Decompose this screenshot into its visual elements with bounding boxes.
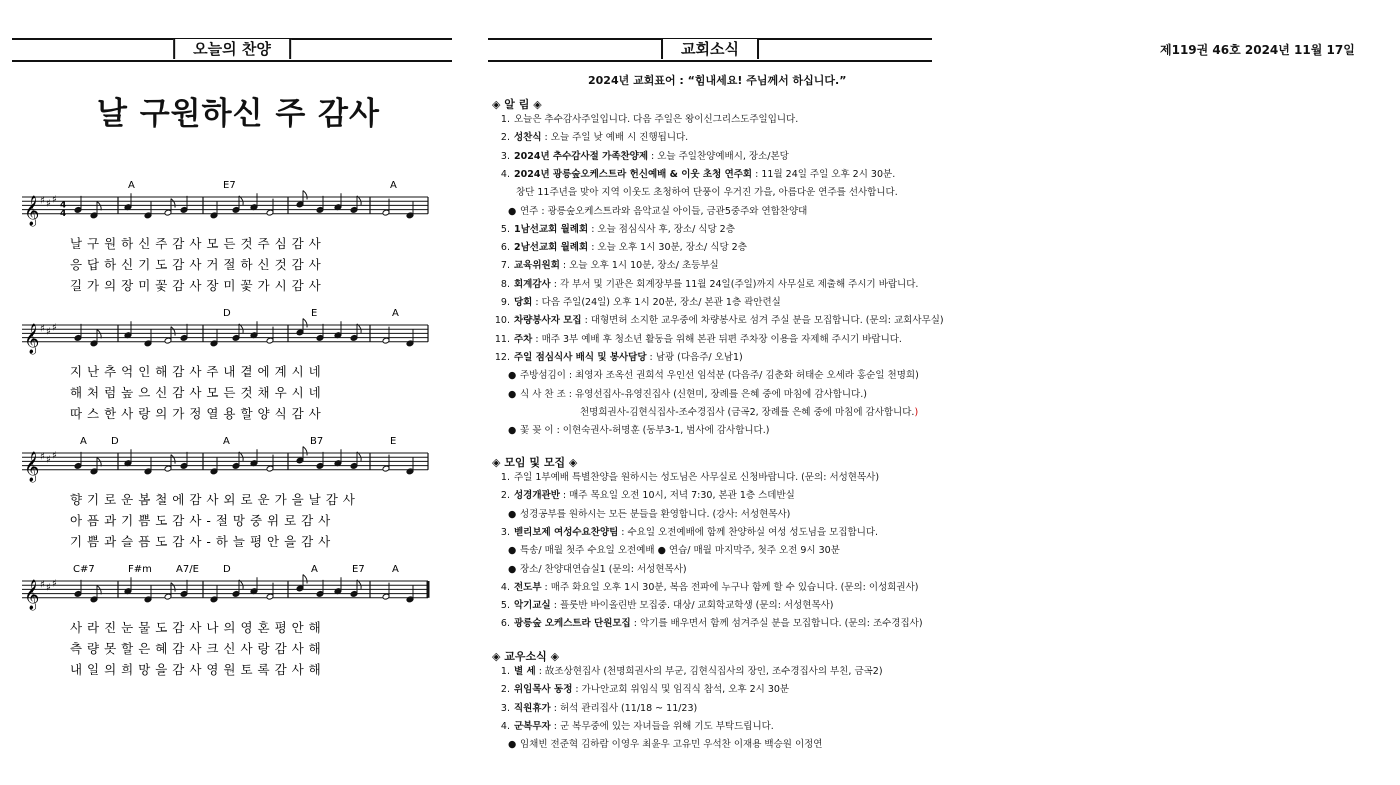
- sharp-sign: ♯: [46, 198, 51, 210]
- announcements-item: [494, 132, 688, 144]
- item-text: : 군 복무중에 있는 자녀들을 위해 기도 부탁드립니다.: [550, 720, 774, 732]
- sharp-sign: ♯: [40, 579, 45, 591]
- item-number: 3.: [500, 526, 510, 538]
- chord-symbol: E7: [352, 564, 365, 575]
- item-number: 6.: [500, 242, 510, 254]
- news-section-title: 교회소식: [661, 39, 759, 59]
- item-text: : 각 부서 및 기관은 회계장부를 11월 24일(주일)까지 사무실로 제출해 주시기 바랍니다.: [550, 278, 919, 290]
- item-text: 장소/ 찬양대연습실1 (문의: 서성현목사): [520, 563, 687, 575]
- item-text: : 오늘 주일 낮 예배 시 진행됩니다.: [541, 132, 689, 144]
- item-label: 벧리보제 여성수요찬양팀: [514, 526, 619, 538]
- meetings-item: [494, 527, 878, 539]
- announcements-title: ◈ 알 림 ◈: [492, 98, 542, 111]
- announcements-item: [494, 315, 944, 327]
- item-number: 10.: [494, 315, 510, 327]
- item-number: 2.: [500, 684, 510, 696]
- item-number: ●: [508, 388, 517, 400]
- song-title: 날 구원하신 주 감사: [97, 96, 380, 132]
- treble-clef: 𝄞: [24, 323, 40, 354]
- sheet-music: [18, 175, 438, 695]
- item-number: 3.: [500, 150, 510, 162]
- announcements-item: [512, 187, 898, 199]
- sharp-sign: ♯: [40, 451, 45, 463]
- lyric-line: 길 가 의 장 미 꽃 감 사 장 미 꽃 가 시 감 사: [70, 277, 322, 293]
- item-number: ●: [508, 205, 517, 217]
- item-label: 별 세: [514, 666, 536, 677]
- sharp-sign: ♯: [52, 450, 57, 462]
- item-text: 성경공부를 원하시는 모든 분들을 환영합니다. (강사: 서성현목사): [520, 508, 791, 520]
- item-text: : 수요일 오전예배에 함께 찬양하실 여성 성도님을 모집합니다.: [618, 526, 879, 538]
- announcements-item: [494, 352, 743, 364]
- announcements-item: [494, 260, 719, 272]
- item-text: : 가나안교회 위임식 및 임직식 참석, 오후 2시 30분: [572, 684, 790, 696]
- announcements-item: [494, 151, 789, 163]
- chord-symbol: D: [111, 436, 119, 447]
- item-number: 2.: [500, 490, 510, 502]
- lyric-line: 지 난 추 억 인 해 감 사 주 내 곁 에 계 시 네: [70, 363, 322, 379]
- item-text: 식 사 찬 조 : 유영선집사-유영진집사 (신현미, 장례를 은혜 중에 마침에 감사합니다.): [520, 388, 867, 400]
- item-number: 7.: [500, 260, 510, 272]
- church-motto: 2024년 교회표어 : “힘내세요! 주님께서 하십니다.”: [588, 74, 847, 87]
- item-label: 2024년 광릉숲오케스트라 헌신예배 & 이웃 초청 연주회: [514, 168, 753, 180]
- note-flag: [303, 446, 307, 455]
- item-label: 성찬식: [514, 132, 542, 144]
- item-number: 3.: [500, 702, 510, 714]
- sharp-sign: ♯: [52, 322, 57, 334]
- item-number: 5.: [500, 600, 510, 612]
- item-label: 직원휴가: [514, 702, 551, 714]
- meetings-item: [508, 564, 687, 576]
- meetings-title: ◈ 모임 및 모집 ◈: [492, 456, 578, 469]
- announcements-item: [494, 224, 735, 236]
- item-text: 연주 : 광릉숲오케스트라와 음악교실 아이들, 금관5중주와 연합찬양대: [520, 205, 808, 217]
- item-label: 전도부: [514, 581, 542, 593]
- chord-symbol: A: [128, 180, 135, 191]
- item-label: 위임목사 동정: [514, 684, 573, 696]
- chord-symbol: E: [390, 436, 397, 447]
- announcements-item: [494, 334, 902, 346]
- item-number: ●: [508, 739, 517, 751]
- issue-date: 제119권 46호 2024년 11월 17일: [1160, 43, 1355, 57]
- announcements-item: [576, 407, 918, 419]
- members-item: [508, 739, 823, 751]
- lyric-line: 아 픔 과 기 쁨 도 감 사 - 절 망 중 위 로 감 사: [70, 512, 331, 528]
- item-text: : 매주 3부 예배 후 청소년 활동을 위해 본관 뒤편 주차장 이용을 자제해 주시기 바랍니다.: [532, 333, 902, 345]
- item-text: 임채빈 전준혁 김하람 이영우 최윤우 고유민 우석찬 이재용 백승원 이정연: [520, 739, 823, 751]
- item-number: 2.: [500, 132, 510, 144]
- item-text: 창단 11주년을 맞아 지역 이웃도 초청하여 단풍이 우거진 가을, 아름다운 연주를 선사합니다.: [516, 187, 898, 199]
- hymn-section-title: 오늘의 찬양: [173, 39, 291, 59]
- item-text: : 오늘 오후 1시 30분, 장소/ 식당 2층: [588, 242, 747, 254]
- item-number: 11.: [494, 333, 510, 345]
- lyric-line: 내 일 의 희 망 을 감 사 영 원 토 록 감 사 해: [70, 661, 322, 677]
- chord-symbol: A: [311, 564, 318, 575]
- chord-symbol: A: [390, 180, 397, 191]
- news-section-header: [488, 38, 932, 62]
- lyric-line: 따 스 한 사 랑 의 가 정 열 용 할 양 식 감 사: [70, 405, 322, 421]
- lyric-line: 향 기 로 운 봄 철 에 감 사 외 로 운 가 을 날 감 사: [70, 491, 356, 507]
- item-text: : 매주 화요일 오후 1시 30분, 복음 전파에 누구나 함께 할 수 있습니다. (문의: 이성희권사): [541, 581, 919, 593]
- sharp-sign: ♯: [52, 194, 57, 206]
- item-number: ●: [508, 508, 517, 520]
- item-label: 당회: [514, 297, 533, 308]
- item-number: ●: [508, 370, 517, 382]
- item-number: 12.: [494, 351, 510, 363]
- item-number: 1.: [500, 666, 510, 677]
- announcements-item: [494, 114, 798, 126]
- item-label: 2024년 추수감사절 가족찬양제: [514, 150, 649, 162]
- item-text: 주방섬김이 : 최영자 조옥선 권희석 우인선 임석분 (다음주/ 김춘화 허태순 오세라 홍순일 천명희): [520, 370, 919, 382]
- item-text: : 오늘 주일찬양예배시, 장소/본당: [648, 150, 789, 162]
- chord-symbol: C#7: [73, 564, 95, 575]
- meetings-item: [494, 600, 834, 612]
- members-item: [494, 721, 774, 733]
- item-text: : 故조상현집사 (천명희권사의 부군, 김현식집사의 장인, 조수경집사의 부친, 금곡2): [535, 666, 883, 677]
- sharp-sign: ♯: [40, 323, 45, 335]
- meetings-item: [494, 490, 795, 502]
- announcements-item: [494, 169, 895, 181]
- note-flag: [303, 190, 307, 199]
- sharp-sign: ♯: [46, 454, 51, 466]
- chord-symbol: B7: [310, 436, 324, 447]
- treble-clef: 𝄞: [24, 451, 40, 482]
- item-number: 1.: [500, 114, 510, 125]
- chord-symbol: A: [223, 436, 230, 447]
- chord-symbol: A: [392, 564, 399, 575]
- item-number: 8.: [500, 278, 510, 290]
- meetings-item: [494, 582, 918, 594]
- item-text: : 오늘 오후 1시 10분, 장소/ 초등부실: [559, 260, 719, 272]
- members-item: [494, 666, 883, 678]
- chord-symbol: A7/E: [176, 564, 199, 575]
- hymn-section-header: [12, 38, 452, 62]
- item-number: 1.: [500, 472, 510, 483]
- lyric-line: 측 량 못 할 은 혜 감 사 크 신 사 랑 감 사 해: [70, 640, 322, 656]
- item-number: 9.: [500, 297, 510, 308]
- chord-symbol: E7: [223, 180, 236, 191]
- item-number: ●: [508, 425, 517, 437]
- item-text: 오늘은 추수감사주일입니다. 다음 주일은 왕이신그리스도주일입니다.: [514, 114, 799, 125]
- item-label: 주일 점심식사 배식 및 봉사담당: [514, 351, 647, 363]
- chord-symbol: D: [223, 564, 231, 575]
- announcements-item: [508, 425, 769, 437]
- sharp-sign: ♯: [46, 582, 51, 594]
- item-text: : 오늘 점심식사 후, 장소/ 식당 2층: [588, 223, 735, 235]
- announcements-item: [508, 389, 867, 401]
- meetings-item: [494, 618, 923, 630]
- announcements-item: [508, 370, 919, 382]
- item-text: : 플룻반 바이올린반 모집중. 대상/ 교회학교학생 (문의: 서성현목사): [550, 600, 834, 612]
- item-text: : 다음 주일(24일) 오후 1시 20분, 장소/ 본관 1층 곽안련실: [532, 297, 781, 308]
- note-flag: [171, 455, 175, 464]
- item-text: 주일 1부예배 특별찬양을 원하시는 성도님은 사무실로 신청바랍니다. (문의: 서성현목사): [514, 472, 880, 483]
- item-label: 회계감사: [514, 278, 551, 290]
- item-number: 5.: [500, 223, 510, 235]
- item-label: 군복무자: [514, 720, 551, 732]
- item-label: 2남선교회 월례회: [514, 242, 589, 254]
- time-signature: 4: [60, 208, 67, 219]
- chord-symbol: A: [392, 308, 399, 319]
- chord-symbol: E: [311, 308, 318, 319]
- item-label: 주차: [514, 333, 533, 345]
- item-text: : 남광 (다음주/ 오남1): [646, 351, 743, 363]
- meetings-item: [494, 472, 879, 484]
- note-flag: [171, 583, 175, 592]
- item-number: 6.: [500, 618, 510, 630]
- note-flag: [171, 327, 175, 336]
- chord-symbol: F#m: [128, 564, 152, 575]
- item-text: : 11월 24일 주일 오후 2시 30분.: [752, 168, 896, 180]
- item-text: 특송/ 매월 첫주 수요일 오전예배 ● 연습/ 매월 마지막주, 첫주 오전 9시 30분: [520, 545, 840, 557]
- note-flag: [171, 199, 175, 208]
- lyric-line: 해 처 럼 높 으 신 감 사 모 든 것 채 우 시 네: [70, 384, 322, 400]
- lyric-line: 응 답 하 신 기 도 감 사 거 절 하 신 것 감 사: [70, 256, 322, 272]
- chord-symbol: A: [80, 436, 87, 447]
- item-text: 꽃 꽂 이 : 이현숙권사-허명훈 (동부3-1, 범사에 감사합니다.): [520, 425, 770, 437]
- item-label: 차량봉사자 모집: [514, 315, 582, 327]
- lyric-line: 날 구 원 하 신 주 감 사 모 든 것 주 심 감 사: [70, 235, 322, 251]
- lyric-line: 사 라 진 눈 물 도 감 사 나 의 영 혼 평 안 해: [70, 619, 322, 635]
- sharp-sign: ♯: [40, 195, 45, 207]
- meetings-item: [508, 509, 790, 521]
- lyric-line: 기 쁨 과 슬 픔 도 감 사 - 하 늘 평 안 을 감 사: [70, 533, 331, 549]
- item-number: ●: [508, 545, 517, 557]
- chord-symbol: D: [223, 308, 231, 319]
- treble-clef: 𝄞: [24, 579, 40, 610]
- item-label: 광릉숲 오케스트라 단원모집: [514, 618, 631, 630]
- announcements-item: [494, 242, 747, 254]
- item-text: : 대형면허 소지한 교우중에 차량봉사로 섬겨 주실 분을 모집합니다. (문의: 교회사무실): [581, 315, 944, 327]
- treble-clef: 𝄞: [24, 195, 40, 226]
- note-flag: [303, 318, 307, 327]
- announcements-item: [508, 206, 807, 218]
- item-number: 4.: [500, 581, 510, 593]
- item-text: : 허석 관리집사 (11/18 ~ 11/23): [550, 702, 698, 714]
- sharp-sign: ♯: [46, 326, 51, 338]
- note-flag: [303, 574, 307, 583]
- item-label: 성경개관반: [514, 490, 560, 502]
- item-text: : 악기를 배우면서 함께 섬겨주실 분을 모집합니다. (문의: 조수경집사): [630, 618, 923, 630]
- time-signature: 4: [60, 200, 67, 211]
- item-text: 천명희권사-김현식집사-조수경집사 (금곡2, 장례를 은혜 중에 마침에 감사합니다.): [580, 406, 919, 418]
- item-number: 4.: [500, 720, 510, 732]
- item-text: : 매주 목요일 오전 10시, 저녁 7:30, 본관 1층 스데반실: [559, 490, 795, 502]
- announcements-item: [494, 279, 918, 291]
- meetings-item: [508, 545, 840, 557]
- item-number: ●: [508, 563, 517, 575]
- members-item: [494, 684, 789, 696]
- item-label: 악기교실: [514, 600, 551, 612]
- item-number: 4.: [500, 168, 510, 180]
- members-item: [494, 703, 697, 715]
- members-title: ◈ 교우소식 ◈: [492, 650, 560, 663]
- announcements-item: [494, 297, 781, 309]
- sharp-sign: ♯: [52, 578, 57, 590]
- item-label: 1남선교회 월례회: [514, 223, 589, 235]
- item-label: 교육위원회: [514, 260, 560, 272]
